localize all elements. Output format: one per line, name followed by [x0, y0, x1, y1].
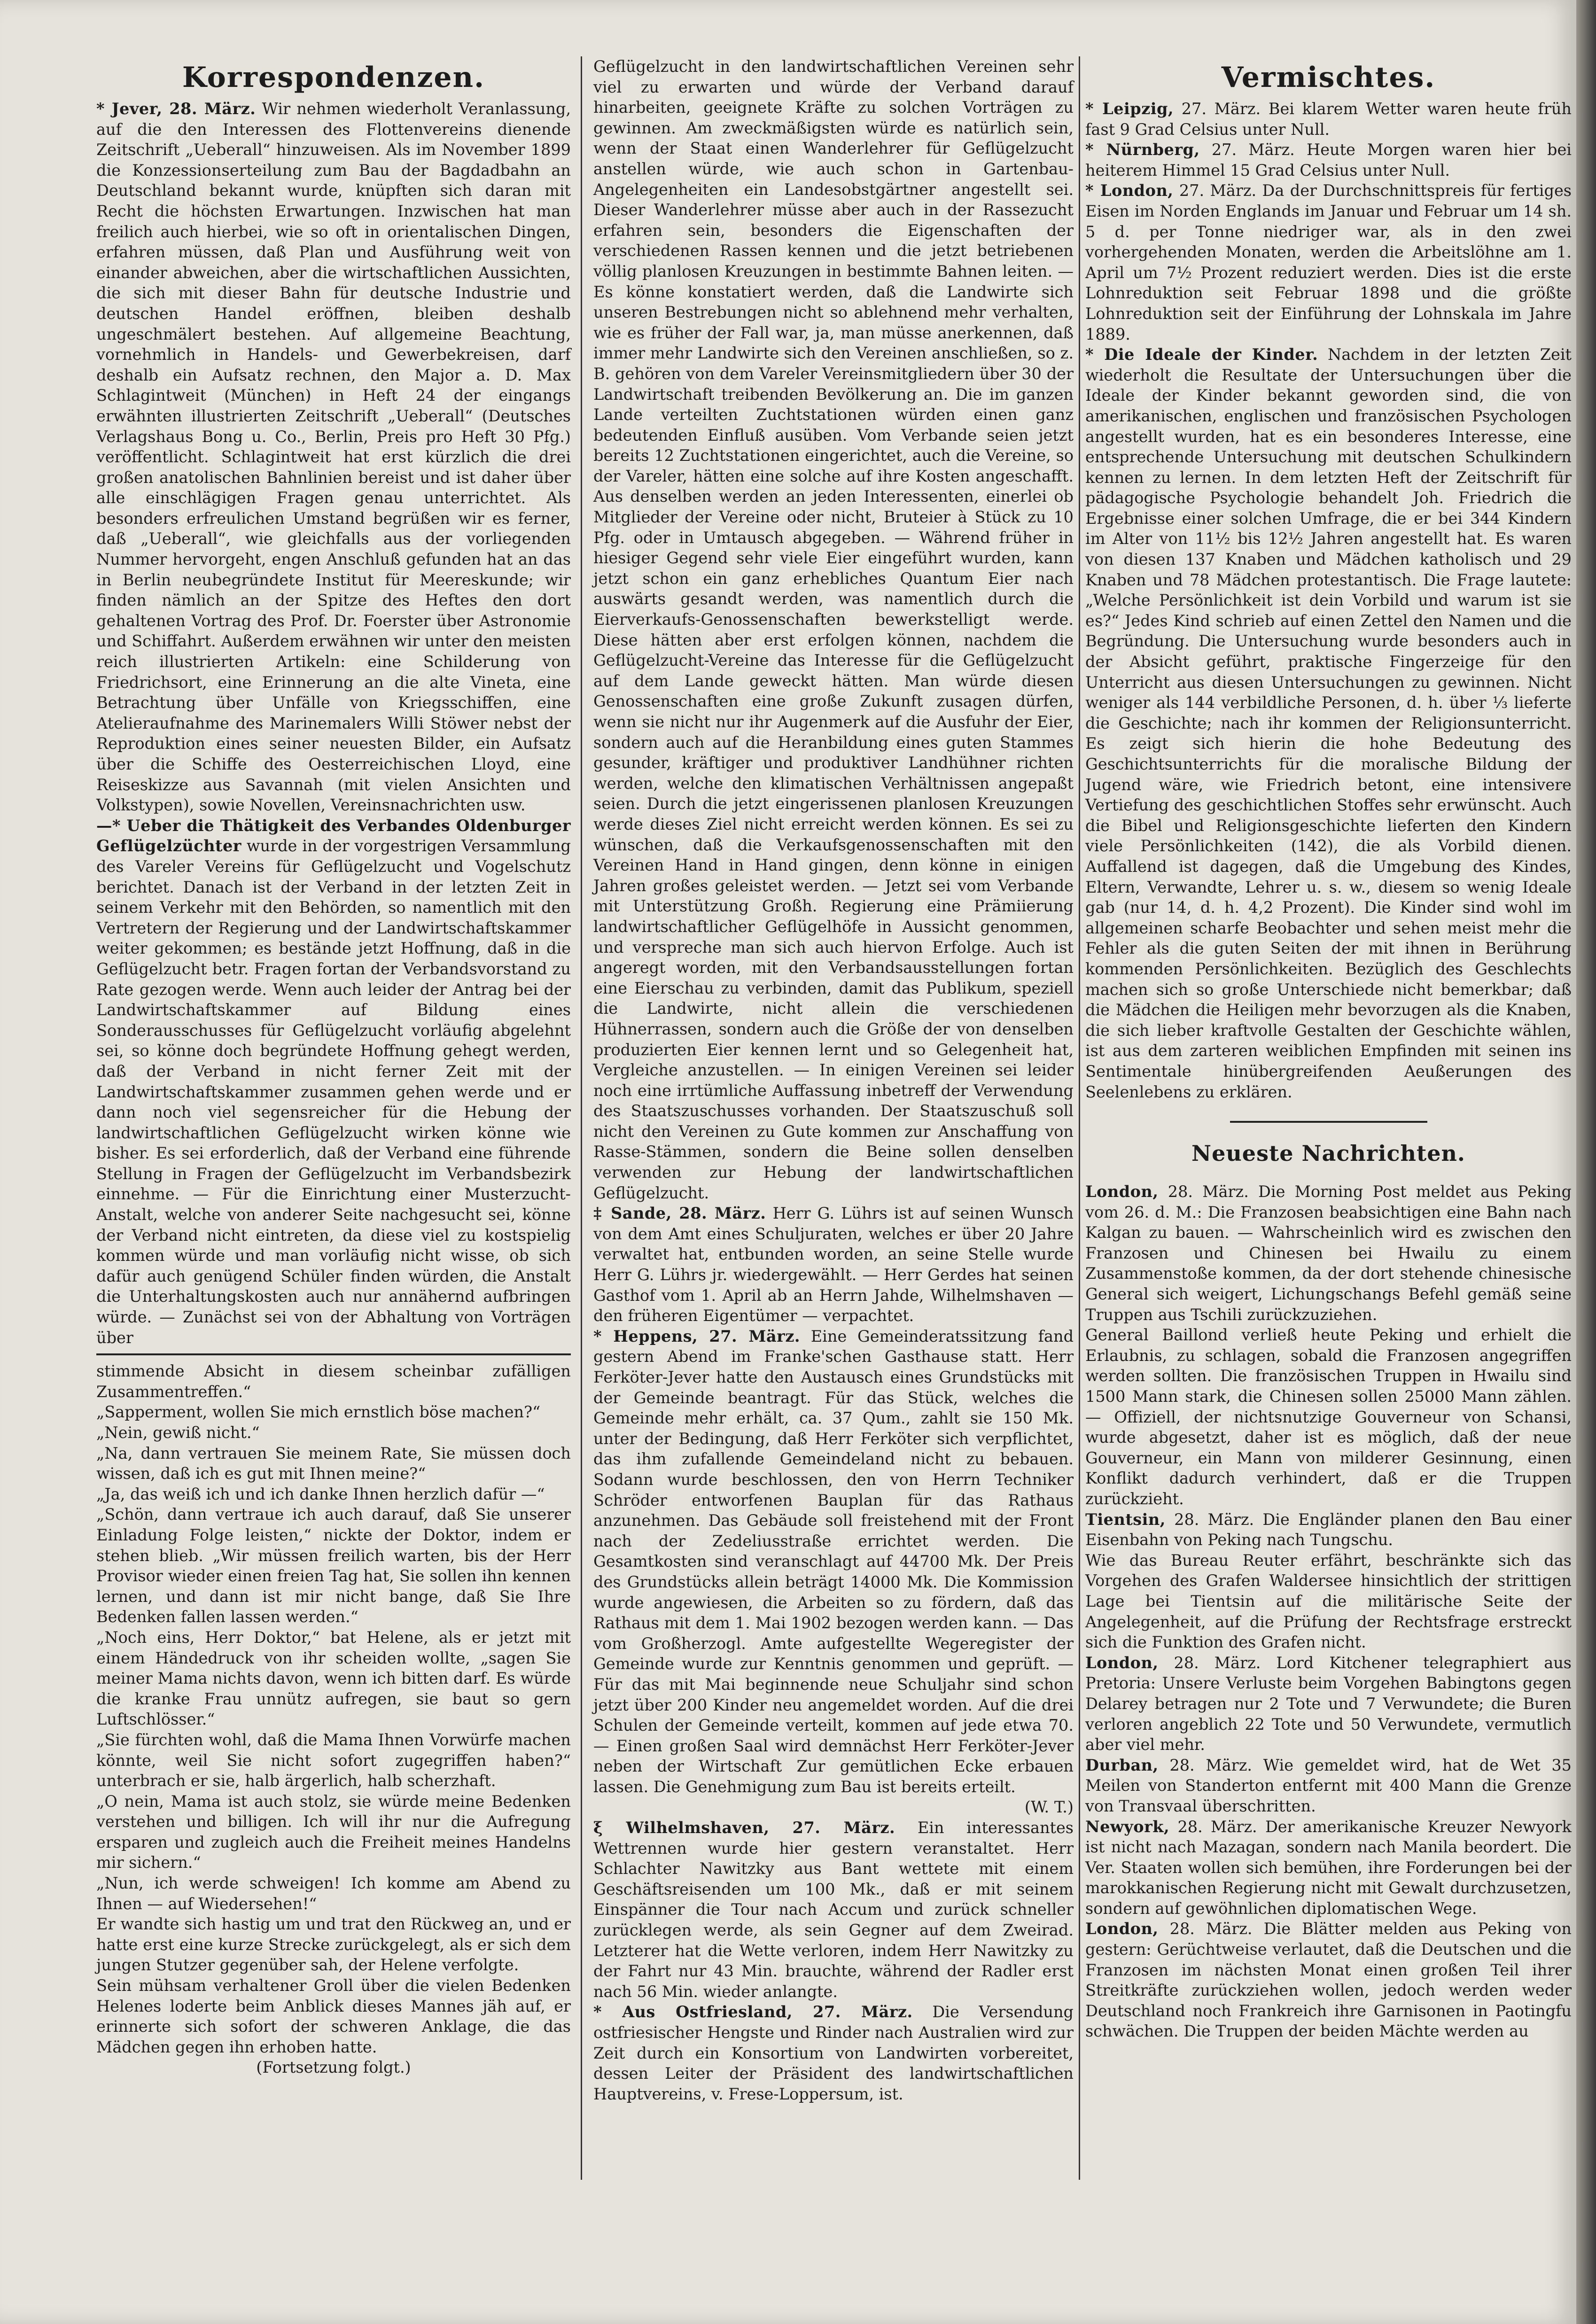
dateline-heppens: * Heppens, 27. März. — [593, 1327, 801, 1345]
dateline-ideale: * Die Ideale der Kinder. — [1085, 345, 1318, 364]
dateline-nuernberg: * Nürnberg, — [1085, 140, 1200, 159]
news-text: 28. März. Die Morning Post meldet aus Peking vom 26. d. M.: Die Franzosen beabsichtigen eine Bahn nach Kalgan zu bauen. — Wahrscheinlich wird es zwischen den Franzosen und Chinesen bei Hwailu zu einem Zusammenstoße kommen, da der dort stehende chinesische General sich weigert, Lichungschangs Befehl gemäß seine Truppen aus Tschili zurückzuziehen. — [1085, 1182, 1572, 1324]
article-heppens-text: Eine Gemeinderatssitzung fand gestern Abend im Franke'schen Gasthause statt. Herr Ferköter-Jever hatte den Austausch eines Grundstücks mit der Gemeinde beantragt. Für das Stück, welches die Gemeinde mehr erhält, ca. 37 Qum., zahlt sie 150 Mk. unter der Bedingung, daß Herr Ferköter sich verpflichtet, das ihm zufallende Gemeindeland nicht zu bebauen. Sodann wurde beschlossen, den von Herrn Techniker Schröder entworfenen Bauplan für das Rathaus anzunehmen. Das Gebäude soll freistehend mit der Front nach der Zedeliusstraße errichtet werden. Die Gesamtkosten sind veranschlagt auf 44700 Mk. Der Preis des Grundstücks allein beträgt 14000 Mk. Die Kommission wurde angewiesen, die Arbeiten so zu fördern, daß das Rathaus mit dem 1. Mai 1902 bezogen werden kann. — Das vom Großherzogl. Amte aufgestellte Wegeregister der Gemeinde wurde zur Kenntnis genommen und geprüft. — Für das mit Mai beginnende neue Schuljahr sind schon jetzt über 200 Kinder neu angemeldet worden. Auf die drei Schulen der Gemeinde verteilt, kommen auf jede etwa 70. — Einen großen Saal wird demnächst Herr Ferköter-Jever neben der Wirtschaft Zur gemütlichen Ecke erbauen lassen. Die Genehmigung zum Bau ist bereits erteilt. — [593, 1327, 1074, 1796]
article-ostfriesland — [593, 2002, 1074, 2104]
news-item — [1085, 1817, 1572, 1919]
article-wilhelmshaven — [593, 1818, 1074, 2002]
article-london-eisen — [1085, 180, 1572, 344]
page-edge — [1576, 0, 1596, 2324]
section-heading-vermischtes: Vermischtes. — [1221, 61, 1436, 94]
news-place: London, — [1085, 1920, 1159, 1938]
news-text: 28. März. Wie gemeldet wird, hat de Wet 35 Meilen von Standerton entfernt mit 400 Mann die Grenze von Transvaal überschritten. — [1085, 1756, 1572, 1815]
article-jever-text: Wir nehmen wiederholt Veranlassung, auf die den Interessen des Flottenvereins dienende Zeitschrift „Ueberall“ hinzuweisen. Als im November 1899 die Konzessionserteilung zum Bau der Bagdadbahn an Deutschland bekannt wurde, knüpften sich daran mit Recht die höchsten Erwartungen. Inzwischen hat man freilich auch hierbei, wie so oft in orientalischen Dingen, erfahren müssen, daß Plan und Ausführung weit von einander abweichen, aber die wirtschaftlichen Aussichten, die sich mit dieser Bahn für deutsche Industrie und deutschen Handel eröffnen, bleiben deshalb ungeschmälert bestehen. Auf allgemeine Beachtung, vornehmlich in Handels- und Gewerbekreisen, darf deshalb ein Aufsatz rechnen, den Major a. D. Max Schlagintweit (München) in Heft 24 der eingangs erwähnten illustrierten Zeitschrift „Ueberall“ (Deutsches Verlagshaus Bong u. Co., Berlin, Preis pro Heft 30 Pfg.) veröffentlicht. Schlagintweit hat erst kürzlich die drei großen anatolischen Bahnlinien bereist und ist daher über alle einschlägigen Fragen genau unterrichtet. Als besonders erfreulichen Umstand begrüßen wir es ferner, daß „Ueberall“, wie gleichfalls aus der vorliegenden Nummer hervorgeht, engen Anschluß gefunden hat an das in Berlin neubegründete Institut für Meereskunde; wir finden nämlich an der Spitze des Heftes den dort gehaltenen Vortrag des Prof. Dr. Foerster über Astronomie und Schiffahrt. Außerdem erwähnen wir unter den meisten reich illustrierten Artikeln: eine Schilderung von Friedrichsort, eine Erinnerung an die alte Vineta, eine Betrachtung über Unfälle von Kriegsschiffen, eine Atelieraufnahme des Marinemalers Willi Stöwer nebst der Reproduktion eines seiner neuesten Bilder, ein Aufsatz über die Schiffe des Oesterreichischen Lloyd, eine Reiseskizze aus Savannah (mit vielen Ansichten und Volkstypen), sowie Novellen, Vereinsnachrichten usw. — [96, 100, 571, 815]
news-item — [1085, 1550, 1572, 1653]
column-middle — [593, 56, 1074, 2104]
feuilleton-paragraph: „Ja, das weiß ich und ich danke Ihnen herzlich dafür —“ — [96, 1485, 545, 1503]
news-place: London, — [1085, 1653, 1159, 1672]
news-text: Wie das Bureau Reuter erfährt, beschränkte sich das Vorgehen des Grafen Waldersee hinsichtlich der strittigen Lage bei Tientsin auf die militärische Seite der Angelegenheit, auf die Prüfung der Rechtsfrage erstreckt sich die Funktion des Grafen nicht. — [1085, 1551, 1572, 1652]
dateline-jever: * Jever, 28. März. — [96, 100, 256, 118]
feuilleton — [96, 1361, 571, 2078]
column-korrespondenzen — [96, 56, 571, 2078]
column-rule-left — [581, 56, 582, 2180]
feuilleton-paragraph: „O nein, Mama ist auch stolz, sie würde meine Bedenken verstehen und billigen. Ich will ihr nur die Aufregung ersparen und zugleich auch die Freiheit meines Handelns mir sichern.“ — [96, 1792, 571, 1872]
continuation-note: (Fortsetzung folgt.) — [256, 2058, 411, 2077]
article-sande — [593, 1203, 1074, 1326]
dateline-sande: ‡ Sande, 28. März. — [593, 1204, 766, 1223]
feuilleton-paragraph: „Schön, dann vertraue ich auch darauf, daß Sie unserer Einladung Folge leisten,“ nickte der Doktor, indem er stehen blieb. „Wir müssen freilich warten, bis der Herr Provisor wieder einen freien Tag hat, Sie sollen ihn kennen lernen, und dann ist mir nicht bange, daß Sie Ihre Bedenken fallen lassen werden.“ — [96, 1505, 571, 1626]
article-jever — [96, 99, 571, 816]
article-leipzig — [1085, 99, 1572, 140]
news-text: 28. März. Der amerikanische Kreuzer Newyork ist nicht nach Mazagan, sondern nach Manila beordert. Die Ver. Staaten wollen sich bemühen, ihre Forderungen bei der marokkanischen Regierung nicht mit Gewalt durchzusetzen, sondern auf gewöhnlichen diplomatischen Wege. — [1085, 1817, 1572, 1918]
column-vermischtes — [1085, 56, 1572, 2042]
article-verband-text: wurde in der vorgestrigen Versammlung des Vareler Vereins für Geflügelzucht und Vogelschutz berichtet. Danach ist der Verband in der letzten Zeit in seinem Verkehr mit den Behörden, so namentlich mit den Vertretern der Regierung und der Landwirtschaftskammer weiter gekommen; es bestände jetzt Hoffnung, daß in die Geflügelzucht betr. Fragen fortan der Verbandsvorstand zu Rate gezogen werde. Wenn auch leider der Antrag bei der Landwirtschaftskammer auf Bildung eines Sonderausschusses für Geflügelzucht vorläufig abgelehnt sei, so könne doch begründete Hoffnung gehegt werden, daß der Verband in nicht ferner Zeit mit der Landwirtschaftskammer zusammen gehen werde und er dann noch viel segensreicher für die Hebung der landwirtschaftlichen Geflügelzucht wirken könne wie bisher. Es sei erforderlich, daß der Verband eine führende Stellung in Fragen der Geflügelzucht im Verbandsbezirk einnehme. — Für die Einrichtung einer Musterzucht-Anstalt, welche von anderer Seite nachgesucht sei, könne der Verband nicht eintreten, da diese viel zu kostspielig kommen würde und man vorläufig nicht wisse, ob sich dafür auch genügend Schüler finden würden, die Anstalt die Unterhaltungskosten auch nur annähernd aufbringen würde. — Zunächst sei von der Abhaltung von Vorträgen über — [96, 837, 571, 1347]
news-item — [1085, 1181, 1572, 1325]
article-ideale-text: Nachdem in der letzten Zeit wiederholt die Resultate der Untersuchungen über die Ideale der Kinder bekannt geworden sind, die von amerikanischen, englischen und französischen Psychologen angestellt wurden, hat es ein besonderes Interesse, eine entsprechende Untersuchung mit deutschen Schulkindern kennen zu lernen. In dem letzten Heft der Zeitschrift für pädagogische Psychologie behandelt Joh. Friedrich die Ergebnisse einer solchen Umfrage, die er bei 344 Kindern im Alter von 11½ bis 12½ Jahren angestellt hat. Es waren von diesen 137 Knaben und Mädchen katholisch und 29 Knaben und 78 Mädchen protestantisch. Die Frage lautete: „Welche Persönlichkeit ist dein Vorbild und warum ist sie es?“ Jedes Kind schrieb auf einen Zettel den Namen und die Begründung. Die Untersuchung wurde besonders auch in der Absicht geführt, praktische Fingerzeige für den Unterricht aus diesen Untersuchungen zu gewinnen. Nicht weniger als 144 verbildliche Personen, d. h. über ⅓ lieferte die Geschichte; nach ihr kommen der Religionsunterricht. Es zeigt sich hierin die hohe Bedeutung des Geschichtsunterrichts für die moralische Bildung der Jugend wäre, wie Friedrich betont, eine intensivere Vertiefung des geschichtlichen Stoffes sehr erwünscht. Auch die Bibel und Religionsgeschichte lieferten den Kindern viele Persönlichkeiten (142), die als Vorbild dienen. Auffallend ist dagegen, daß die Umgebung des Kindes, Eltern, Verwandte, Lehrer u. s. w., diesem so wenig Ideale gab (nur 14, d. h. 4,2 Prozent). Die Kinder sind wohl im allgemeinen scharfe Beobachter und sehen meist mehr die Fehler als die guten Seiten der mit ihnen in Berührung kommenden Persönlichkeiten. Bezüglich des Geschlechts machen sich so große Unterschiede nicht bemerkbar; daß die Mädchen die Heiligen mehr bevorzugen als die Knaben, die sich lieber kraftvolle Gestalten der Geschichte wählen, ist aus dem zarteren weiblichen Empfinden mit seinen ins Sentimentale hinübergreifenden Aeußerungen des Seelenlebens zu erklären. — [1085, 345, 1572, 1101]
news-place: Tientsin, — [1085, 1510, 1166, 1529]
article-heppens-signoff: (W. T.) — [1024, 1798, 1074, 1817]
article-verband-continued: Geflügelzucht in den landwirtschaftlichen Vereinen sehr viel zu erwarten und würde der Verband darauf hinarbeiten, geeignete Kräfte zu solchen Vorträgen zu gewinnen. Am zweckmäßigsten würde es natürlich sein, wenn der Staat einen Wanderlehrer für Geflügelzucht anstellen würde, wie auch schon in Gartenbau-Angelegenheiten ein Landesobstgärtner angestellt sei. Dieser Wanderlehrer müsse aber auch in der Rassezucht erfahren sein, besonders die Eigenschaften der verschiedenen Rassen kennen und die jetzt betriebenen völlig planlosen Kreuzungen in bestimmte Bahnen leiten. — Es könne konstatiert werden, daß die Landwirte sich unseren Bestrebungen nicht so ablehnend mehr verhalten, wie es früher der Fall war, ja, man müsse anerkennen, daß immer mehr Landwirte sich den Vereinen anschließen, so z. B. gehören von dem Vareler Vereinsmitgliedern über 30 der Landwirtschaft treibenden Bevölkerung an. Die im ganzen Lande verteilten Zuchtstationen würden einen ganz bedeutenden Einfluß ausüben. Vom Verbande seien jetzt bereits 12 Zuchtstationen eingerichtet, auch die Vereine, so der Vareler, hätten eine solche auf ihre Kosten angeschafft. Aus denselben werden an jeden Interessenten, einerlei ob Mitglieder der Vereine oder nicht, Bruteier à Stück zu 10 Pfg. oder in Umtausch abgegeben. — Während früher in hiesiger Gegend sehr viele Eier eingeführt wurden, kann jetzt schon ein ganz erhebliches Quantum Eier nach auswärts gesandt werden, was namentlich durch die Eierverkaufs-Genossenschaften bewerkstelligt werde. Diese hätten aber erst erfolgen können, nachdem die Geflügelzucht-Vereine das Interesse für die Geflügelzucht auf dem Lande geweckt hätten. Man würde diesen Genossenschaften eine große Zukunft zusagen dürfen, wenn sie nicht nur ihr Augenmerk auf die Ausfuhr der Eier, sondern auch auf die Heranbildung eines guten Stammes gesunder, kräftiger und produktiver Landhühner richten werden, welche den klimatischen Verhältnissen angepaßt seien. Durch die jetzt eingerissenen planlosen Kreuzungen werde dieses Ziel nicht erreicht werden können. Es sei zu wünschen, daß die Verkaufsgenossenschaften mit den Vereinen Hand in Hand gingen, denn könne in einigen Jahren großes geleistet werden. — Jetzt sei vom Verbande mit Unterstützung Großh. Regierung eine Prämiierung landwirtschaftlicher Geflügelhöfe in Aussicht genommen, und verspreche man sich auch hiervon Erfolge. Auch ist angeregt worden, mit den Verbandsausstellungen fortan eine Eierschau zu verbinden, damit das Publikum, speziell die Landwirte, nicht allein die verschiedenen Hühnerrassen, sondern auch die Größe der von denselben produzierten Eier kennen lernt und so Gelegenheit hat, Vergleiche anzustellen. — In einigen Vereinen sei leider noch eine irrtümliche Auffassung inbetreff der Verwendung des Staatszuschusses vorhanden. Der Staatszuschuß soll nicht den Vereinen zu Gute kommen zur Anschaffung von Rasse-Stämmen, sondern die Beine sollen denselben verwenden zur Hebung der landwirtschaftlichen Geflügelzucht. — [593, 57, 1074, 1202]
article-nuernberg — [1085, 140, 1572, 180]
article-ostfriesland-text: Die Versendung ostfriesischer Hengste und Rinder nach Australien wird zur Zeit durch ein Konsortium von Landwirten vorbereitet, dessen Leiter der Präsident des landwirtschaftlichen Hauptvereins, v. Frese-Loppersum, ist. — [593, 2003, 1074, 2103]
news-text: 28. März. Die Blätter melden aus Peking von gestern: Gerüchtweise verlautet, daß die Deutschen und die Franzosen im nächsten Monat einen großen Teil ihrer Streitkräfte zurückziehen wollen, jedoch werden weder Deutschland noch Frankreich ihre Garnisonen in Paotingfu schwächen. Die Truppen der beiden Mächte werden au — [1085, 1920, 1572, 2041]
news-text: 28. März. Die Engländer planen den Bau einer Eisenbahn von Peking nach Tungschu. — [1085, 1510, 1572, 1549]
news-item — [1085, 1755, 1572, 1817]
column-rule-right — [1079, 56, 1080, 2180]
news-item — [1085, 1325, 1572, 1509]
feuilleton-paragraph: „Nein, gewiß nicht.“ — [96, 1423, 260, 1442]
neueste-top-rule — [1230, 1121, 1427, 1123]
feuilleton-paragraph: Er wandte sich hastig um und trat den Rückweg an, und er hatte erst eine kurze Strecke zurückgelegt, als er sich dem jungen Stutzer gegenüber sah, der Helene verfolgte. — [96, 1915, 571, 1974]
feuilleton-paragraph: Sein mühsam verhaltener Groll über die vielen Bedenken Helenes loderte beim Anblick dieses Mannes jäh auf, er erinnerte sich sofort der schweren Anklage, die das Mädchen gegen ihn erhoben hatte. — [96, 1976, 571, 2056]
feuilleton-paragraph: „Sie fürchten wohl, daß die Mama Ihnen Vorwürfe machen könnte, weil Sie nicht sofort zugegriffen haben?“ unterbrach er sie, halb ärgerlich, halb scherzhaft. — [96, 1730, 571, 1790]
feuilleton-paragraph: „Noch eins, Herr Doktor,“ bat Helene, als er jetzt mit einem Händedruck von ihr scheiden wollte, „sagen Sie meiner Mama nichts davon, wenn ich bitten darf. Es würde die kranke Frau unnütz aufregen, sie baut so gern Luftschlösser.“ — [96, 1628, 571, 1729]
feuilleton-paragraph: „Sapperment, wollen Sie mich ernstlich böse machen?“ — [96, 1403, 541, 1422]
feuilleton-paragraph: „Nun, ich werde schweigen! Ich komme am Abend zu Ihnen — auf Wiedersehen!“ — [96, 1874, 571, 1913]
article-ideale — [1085, 344, 1572, 1102]
dateline-leipzig: * Leipzig, — [1085, 100, 1174, 118]
article-leipzig-text: 27. März. Bei klarem Wetter waren heute früh fast 9 Grad Celsius unter Null. — [1085, 100, 1572, 139]
feuilleton-paragraph: stimmende Absicht in diesem scheinbar zufälligen Zusammentreffen.“ — [96, 1362, 571, 1401]
news-item — [1085, 1509, 1572, 1550]
dateline-wilhelmshaven: ξ Wilhelmshaven, 27. März. — [593, 1819, 895, 1837]
article-nuernberg-text: 27. März. Heute Morgen waren hier bei heiterem Himmel 15 Grad Celsius unter Null. — [1085, 140, 1572, 179]
news-place: London, — [1085, 1182, 1159, 1201]
feuilleton-paragraph: „Na, dann vertrauen Sie meinem Rate, Sie müssen doch wissen, daß ich es gut mit Ihnen meine?“ — [96, 1444, 571, 1483]
news-item — [1085, 1653, 1572, 1755]
dateline-ostfriesland: * Aus Ostfriesland, 27. März. — [593, 2003, 913, 2021]
news-place: Durban, — [1085, 1756, 1159, 1774]
article-verband — [96, 816, 571, 1348]
news-text: 28. März. Lord Kitchener telegraphiert aus Pretoria: Unsere Verluste beim Vorgehen Babingtons gegen Delarey betragen nur 2 Tote und 7 Verwundete; die Buren verloren angeblich 22 Tote und 50 Verwundete, vermutlich aber viel mehr. — [1085, 1653, 1572, 1754]
section-heading-neueste-nachrichten: Neueste Nachrichten. — [1191, 1141, 1465, 1166]
dateline-london-eisen: * London, — [1085, 181, 1174, 200]
news-text: General Baillond verließ heute Peking und erhielt die Erlaubnis, zu schlagen, sobald die Franzosen angegriffen werden sollten. Die französischen Truppen in Hwailu sind 1500 Mann stark, die Chinesen sollen 25000 Mann zählen. — Offiziell, der nichtsnutzige Gouverneur von Schansi, wurde abgesetzt, daher ist es möglich, daß der neue Gouverneur, ein Mann von milderer Gesinnung, einen Konflikt dadurch verhindert, daß er die Truppen zurückzieht. — [1085, 1326, 1572, 1508]
article-london-eisen-text: 27. März. Da der Durchschnittspreis für fertiges Eisen im Norden Englands im Januar und Februar um 14 sh. 5 d. per Tonne niedriger war, als in den zwei vorhergehenden Monaten, werden die Arbeitslöhne am 1. April um 7½ Prozent reduziert werden. Dies ist die erste Lohnreduktion seit Februar 1898 und die größte Lohnreduktion seit der Einführung der Lohnskala im Jahre 1889. — [1085, 181, 1572, 343]
feuilleton-separator — [96, 1353, 571, 1355]
news-place: Newyork, — [1085, 1817, 1170, 1836]
article-wilhelmshaven-text: Ein interessantes Wettrennen wurde hier gestern veranstaltet. Herr Schlachter Nawitzky aus Bant wettete mit einem Geschäftsreisenden um 100 Mk., daß er mit seinem Einspänner die Tour nach Accum und zurück schneller zurücklegen werde, als sein Gegner auf dem Zweirad. Letzterer hat die Wette verloren, indem Herr Nawitzky zu der Fahrt nur 43 Min. brauchte, während der Radler erst nach 56 Min. wieder anlangte. — [593, 1819, 1074, 2001]
article-heppens — [593, 1326, 1074, 1797]
news-item — [1085, 1919, 1572, 2042]
article-sande-text: Herr G. Lührs ist auf seinen Wunsch von dem Amt eines Schuljuraten, welches er über 20 Jahre verwaltet hat, entbunden worden, an seine Stelle wurde Herr G. Lührs jr. wiedergewählt. — Herr Gerdes hat seinen Gasthof vom 1. April ab an Herrn Jahde, Wilhelmshaven — den früheren Eigentümer — verpachtet. — [593, 1204, 1074, 1325]
dateline-verband: —* Ueber die Thätigkeit des Verbandes Oldenburger Geflügelzüchter — [96, 816, 571, 855]
section-heading-korrespondenzen: Korrespondenzen. — [182, 61, 485, 94]
